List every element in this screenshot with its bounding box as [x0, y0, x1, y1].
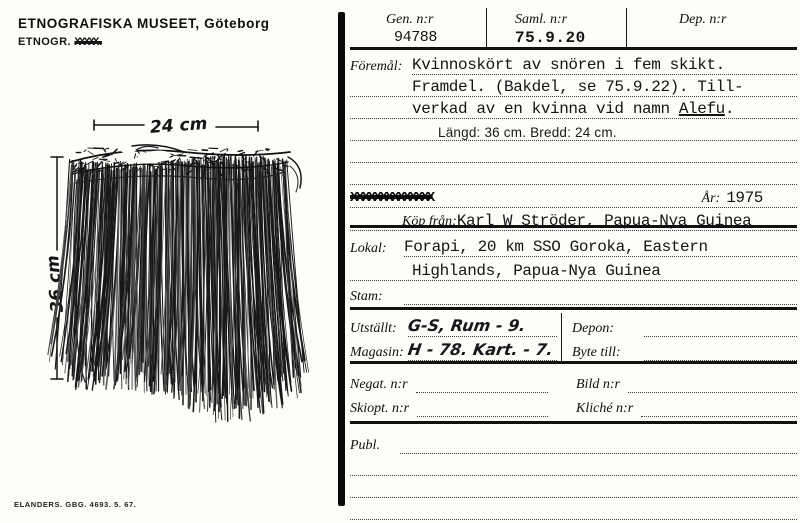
placement-left-column	[350, 313, 562, 361]
skirt-fringe-illustration	[48, 143, 309, 422]
width-measure-label: 24 cm	[149, 113, 208, 138]
depon-value	[644, 336, 797, 337]
empty-dotted-row	[350, 141, 797, 163]
publ-label: Publ.	[350, 438, 380, 453]
card-spine-bar	[338, 12, 345, 506]
catalog-card-left-panel	[0, 0, 337, 523]
foremal-line-3-suffix: .	[724, 100, 735, 118]
utstallt-handwriting: G-S, Rum - 9.	[406, 316, 527, 335]
negat-row	[350, 369, 548, 393]
skiopt-label: Skiopt. n:r	[350, 401, 410, 416]
etnogr-line	[18, 36, 102, 49]
publ-row	[350, 430, 797, 454]
foremal-line-2: Framdel. (Bakdel, se 75.9.22). Till-	[350, 78, 797, 97]
etnogr-crossed-out: XXXXX.	[74, 37, 102, 49]
foremal-row-3	[350, 97, 797, 119]
dimensions-value: Längd: 36 cm. Bredd: 24 cm.	[350, 125, 797, 141]
skirt-drawing	[32, 100, 332, 460]
stam-label: Stam:	[350, 289, 383, 304]
lokal-line-1: Forapi, 20 km SSO Goroka, Eastern	[404, 238, 797, 257]
empty-line	[350, 519, 797, 520]
card-number-header	[350, 0, 797, 50]
empty-dotted-row	[350, 163, 797, 185]
kliche-label: Kliché n:r	[576, 401, 634, 416]
kliche-value	[641, 416, 797, 417]
lokal-row-1	[350, 233, 797, 257]
magasin-handwriting: H - 78. Kart. - 7.	[406, 340, 555, 359]
empty-line	[350, 162, 797, 163]
byte-till-label: Byte till:	[572, 345, 621, 360]
foremal-line-1: Kvinnoskört av snören i fem skikt.	[412, 56, 797, 75]
byte-till-value	[644, 360, 797, 361]
depon-label: Depon:	[572, 321, 614, 336]
catalog-card-right-panel	[350, 0, 797, 523]
depon-row	[572, 313, 797, 337]
height-measure-label: 36 cm	[43, 254, 68, 314]
year-value: 1975	[726, 189, 763, 207]
media-left-column	[350, 369, 562, 421]
object-description-section	[350, 50, 797, 228]
foremal-row-1	[350, 53, 797, 75]
dep-nr-label: Dep. n:r	[679, 12, 727, 27]
bild-value	[628, 392, 797, 393]
byte-till-row	[572, 337, 797, 361]
magasin-row	[350, 337, 557, 361]
purchase-row	[350, 208, 797, 231]
kop-fran-value: Karl W Ströder, Papua-Nya Guinea	[456, 212, 752, 230]
kop-fran-label: Köp från:	[402, 214, 457, 229]
gen-nr-label: Gen. n:r	[386, 12, 434, 27]
utstallt-value	[408, 316, 557, 337]
empty-line	[350, 475, 797, 476]
magasin-value	[408, 340, 557, 361]
dep-nr-field	[627, 8, 797, 47]
maker-name-underlined: Alefu	[678, 100, 725, 118]
empty-dotted-row	[350, 476, 797, 498]
bild-row	[576, 369, 797, 393]
placement-section	[350, 310, 797, 364]
lokal-line-2: Highlands, Papua-Nya Guinea	[350, 262, 797, 281]
utstallt-label: Utställt:	[350, 321, 397, 336]
locality-section	[350, 228, 797, 310]
utstallt-row	[350, 313, 557, 337]
lokal-row-2	[350, 257, 797, 281]
publication-section	[350, 424, 797, 523]
bild-label: Bild n:r	[576, 377, 620, 392]
foremal-line-3	[350, 100, 797, 119]
magasin-label: Magasin:	[350, 345, 404, 360]
media-right-column	[562, 369, 797, 421]
empty-line	[350, 497, 797, 498]
etnogr-label: ETNOGR.	[18, 36, 71, 48]
saml-nr-label: Saml. n:r	[515, 12, 568, 27]
foremal-row-2	[350, 75, 797, 97]
stam-value	[404, 304, 797, 305]
foremal-line-3-prefix: verkad av en kvinna vid namn	[412, 100, 679, 118]
negat-label: Negat. n:r	[350, 377, 408, 392]
dimensions-row	[350, 119, 797, 141]
stam-row	[350, 281, 797, 305]
crossed-out-acquisition-label: XXXXXXXXXXXXXX	[350, 190, 433, 206]
saml-nr-value: 75.9.20	[515, 29, 586, 47]
museum-title: ETNOGRAFISKA MUSEET, Göteborg	[18, 16, 270, 31]
gen-nr-value: 94788	[394, 29, 438, 46]
kliche-row	[576, 393, 797, 417]
empty-dotted-row	[350, 454, 797, 476]
publ-value	[400, 453, 797, 454]
lokal-label: Lokal:	[350, 241, 387, 256]
empty-dotted-row	[350, 498, 797, 520]
printer-mark: ELANDERS. GBG. 4693. 5. 67.	[14, 500, 137, 509]
year-label: År:	[701, 191, 721, 206]
empty-line	[350, 184, 797, 185]
saml-nr-field	[487, 8, 627, 47]
placement-right-column	[562, 313, 797, 361]
skiopt-row	[350, 393, 548, 417]
skiopt-value	[417, 416, 548, 417]
foremal-label: Föremål:	[350, 59, 403, 74]
media-numbers-section	[350, 364, 797, 424]
gen-nr-field	[350, 8, 487, 47]
year-row	[350, 185, 797, 208]
negat-value	[416, 392, 548, 393]
